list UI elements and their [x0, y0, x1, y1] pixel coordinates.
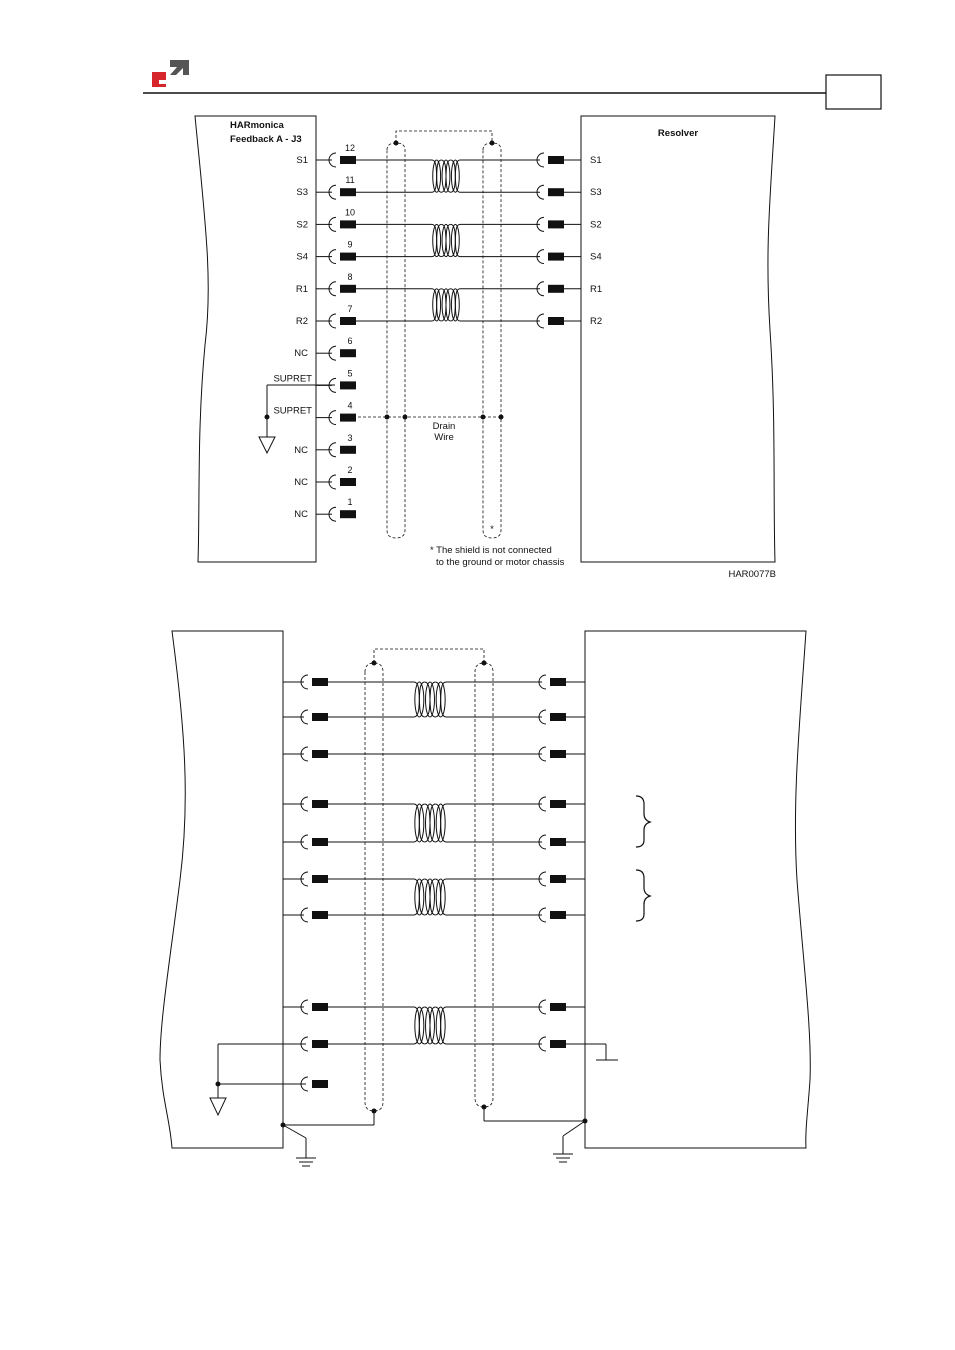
feedback-connector-title: Feedback A - J3 [230, 134, 302, 145]
right-connector-pin [539, 908, 566, 922]
right-pin-group [537, 153, 602, 328]
shield-note-line2: to the ground or motor chassis [436, 557, 565, 568]
pin-number: 7 [347, 304, 353, 314]
pin-label: S3 [296, 187, 308, 199]
left-connector-pin [329, 153, 356, 167]
resolver-pin-label: S1 [590, 155, 602, 166]
harmonica-connector-box [195, 116, 316, 562]
braces [636, 796, 650, 921]
shield-asterisk: * [490, 524, 494, 535]
pin-number: 9 [347, 239, 353, 250]
pin-number: 11 [345, 175, 355, 186]
pin-number: 4 [347, 400, 353, 411]
resolver-box [581, 116, 775, 562]
right-connector-pin [539, 872, 566, 886]
pin-number: 10 [344, 207, 356, 218]
pin-label: S2 [296, 219, 308, 231]
drain-wire-label-1: Drain [432, 421, 456, 432]
right-connector-pin [539, 835, 566, 849]
right-connector-pin [539, 1000, 566, 1014]
harmonica-title: HARmonica [230, 120, 284, 131]
right-connector-pin [537, 282, 564, 296]
left-connector-pin [329, 443, 356, 457]
shield-note-line1: * The shield is not connected [430, 545, 552, 556]
resolver-pin-label: S3 [590, 187, 602, 199]
left-connector-pin [301, 710, 328, 724]
left-connector-pin [329, 185, 356, 199]
signal-wires-2 [283, 675, 606, 1091]
pin-label: NC [294, 509, 308, 521]
pin-label: NC [294, 444, 308, 456]
right-connector-pin [539, 675, 566, 689]
left-device-box [160, 631, 283, 1148]
signal-wires [356, 160, 540, 321]
left-connector-pin [329, 507, 356, 521]
drain-wire-label-2: Wire [434, 432, 454, 443]
pin-number: 1 [347, 497, 353, 508]
right-connector-pin [539, 797, 566, 811]
left-connector-pin [329, 217, 356, 231]
page-number-box [826, 75, 881, 109]
left-connector-pin [329, 475, 356, 489]
resolver-pin-label: R2 [590, 316, 603, 327]
twisted-pair [414, 879, 446, 915]
right-device-box [585, 631, 810, 1148]
pin-number: 2 [347, 465, 353, 475]
shield-junction-dots-2 [216, 661, 588, 1128]
resolver-pin-label: S4 [590, 251, 602, 263]
resolver-pin-label: R1 [590, 283, 603, 295]
supret-ground [259, 385, 335, 453]
twisted-pair [432, 289, 460, 321]
twisted-pair [414, 1007, 446, 1044]
pin-label: NC [294, 348, 308, 360]
pin-label: S4 [296, 251, 308, 263]
right-connector-pin [539, 747, 566, 761]
pin-number: 8 [347, 271, 353, 282]
left-connector-pin [301, 675, 328, 689]
left-connector-pin [329, 250, 356, 264]
pin-number: 6 [347, 336, 353, 347]
left-pin-group [273, 143, 356, 521]
left-connector-pin [329, 314, 356, 328]
right-connector-pin [537, 185, 564, 199]
elmo-logo [152, 60, 189, 87]
left-connector-pin [301, 835, 328, 849]
figure-code: HAR0077B [728, 569, 776, 580]
right-connector-pin [537, 250, 564, 264]
twisted-pair [414, 804, 446, 842]
left-connector-pin [301, 872, 328, 886]
left-connector-pin [329, 411, 356, 425]
right-connector-pin [539, 1037, 566, 1051]
left-connector-pin [329, 346, 356, 360]
twisted-pair [414, 682, 446, 717]
pin-label: R2 [295, 316, 308, 327]
pin-label: R1 [295, 283, 308, 295]
pin-label: SUPRET [273, 373, 312, 385]
pin-number: 12 [344, 143, 356, 153]
left-connector-pin [301, 908, 328, 922]
left-connector-pin [301, 1000, 328, 1014]
twisted-pair [432, 224, 460, 256]
left-connector-pin [301, 797, 328, 811]
diagram-2 [160, 631, 810, 1166]
pin-number: 5 [347, 368, 353, 379]
header [143, 60, 881, 109]
pin-label: NC [294, 477, 308, 488]
left-connector-pin [301, 747, 328, 761]
right-connector-pin [537, 314, 564, 328]
resolver-title: Resolver [657, 128, 699, 139]
right-connector-pin [537, 153, 564, 167]
right-connector-pin [539, 710, 566, 724]
left-connector-pin [329, 282, 356, 296]
twisted-pair [432, 160, 460, 192]
pin-label: S1 [296, 155, 308, 166]
right-connector-pin [537, 217, 564, 231]
diagram-harmonica-resolver [195, 116, 776, 580]
resolver-pin-label: S2 [590, 219, 602, 231]
pin-label: SUPRET [273, 405, 312, 417]
pin-number: 3 [347, 432, 353, 443]
